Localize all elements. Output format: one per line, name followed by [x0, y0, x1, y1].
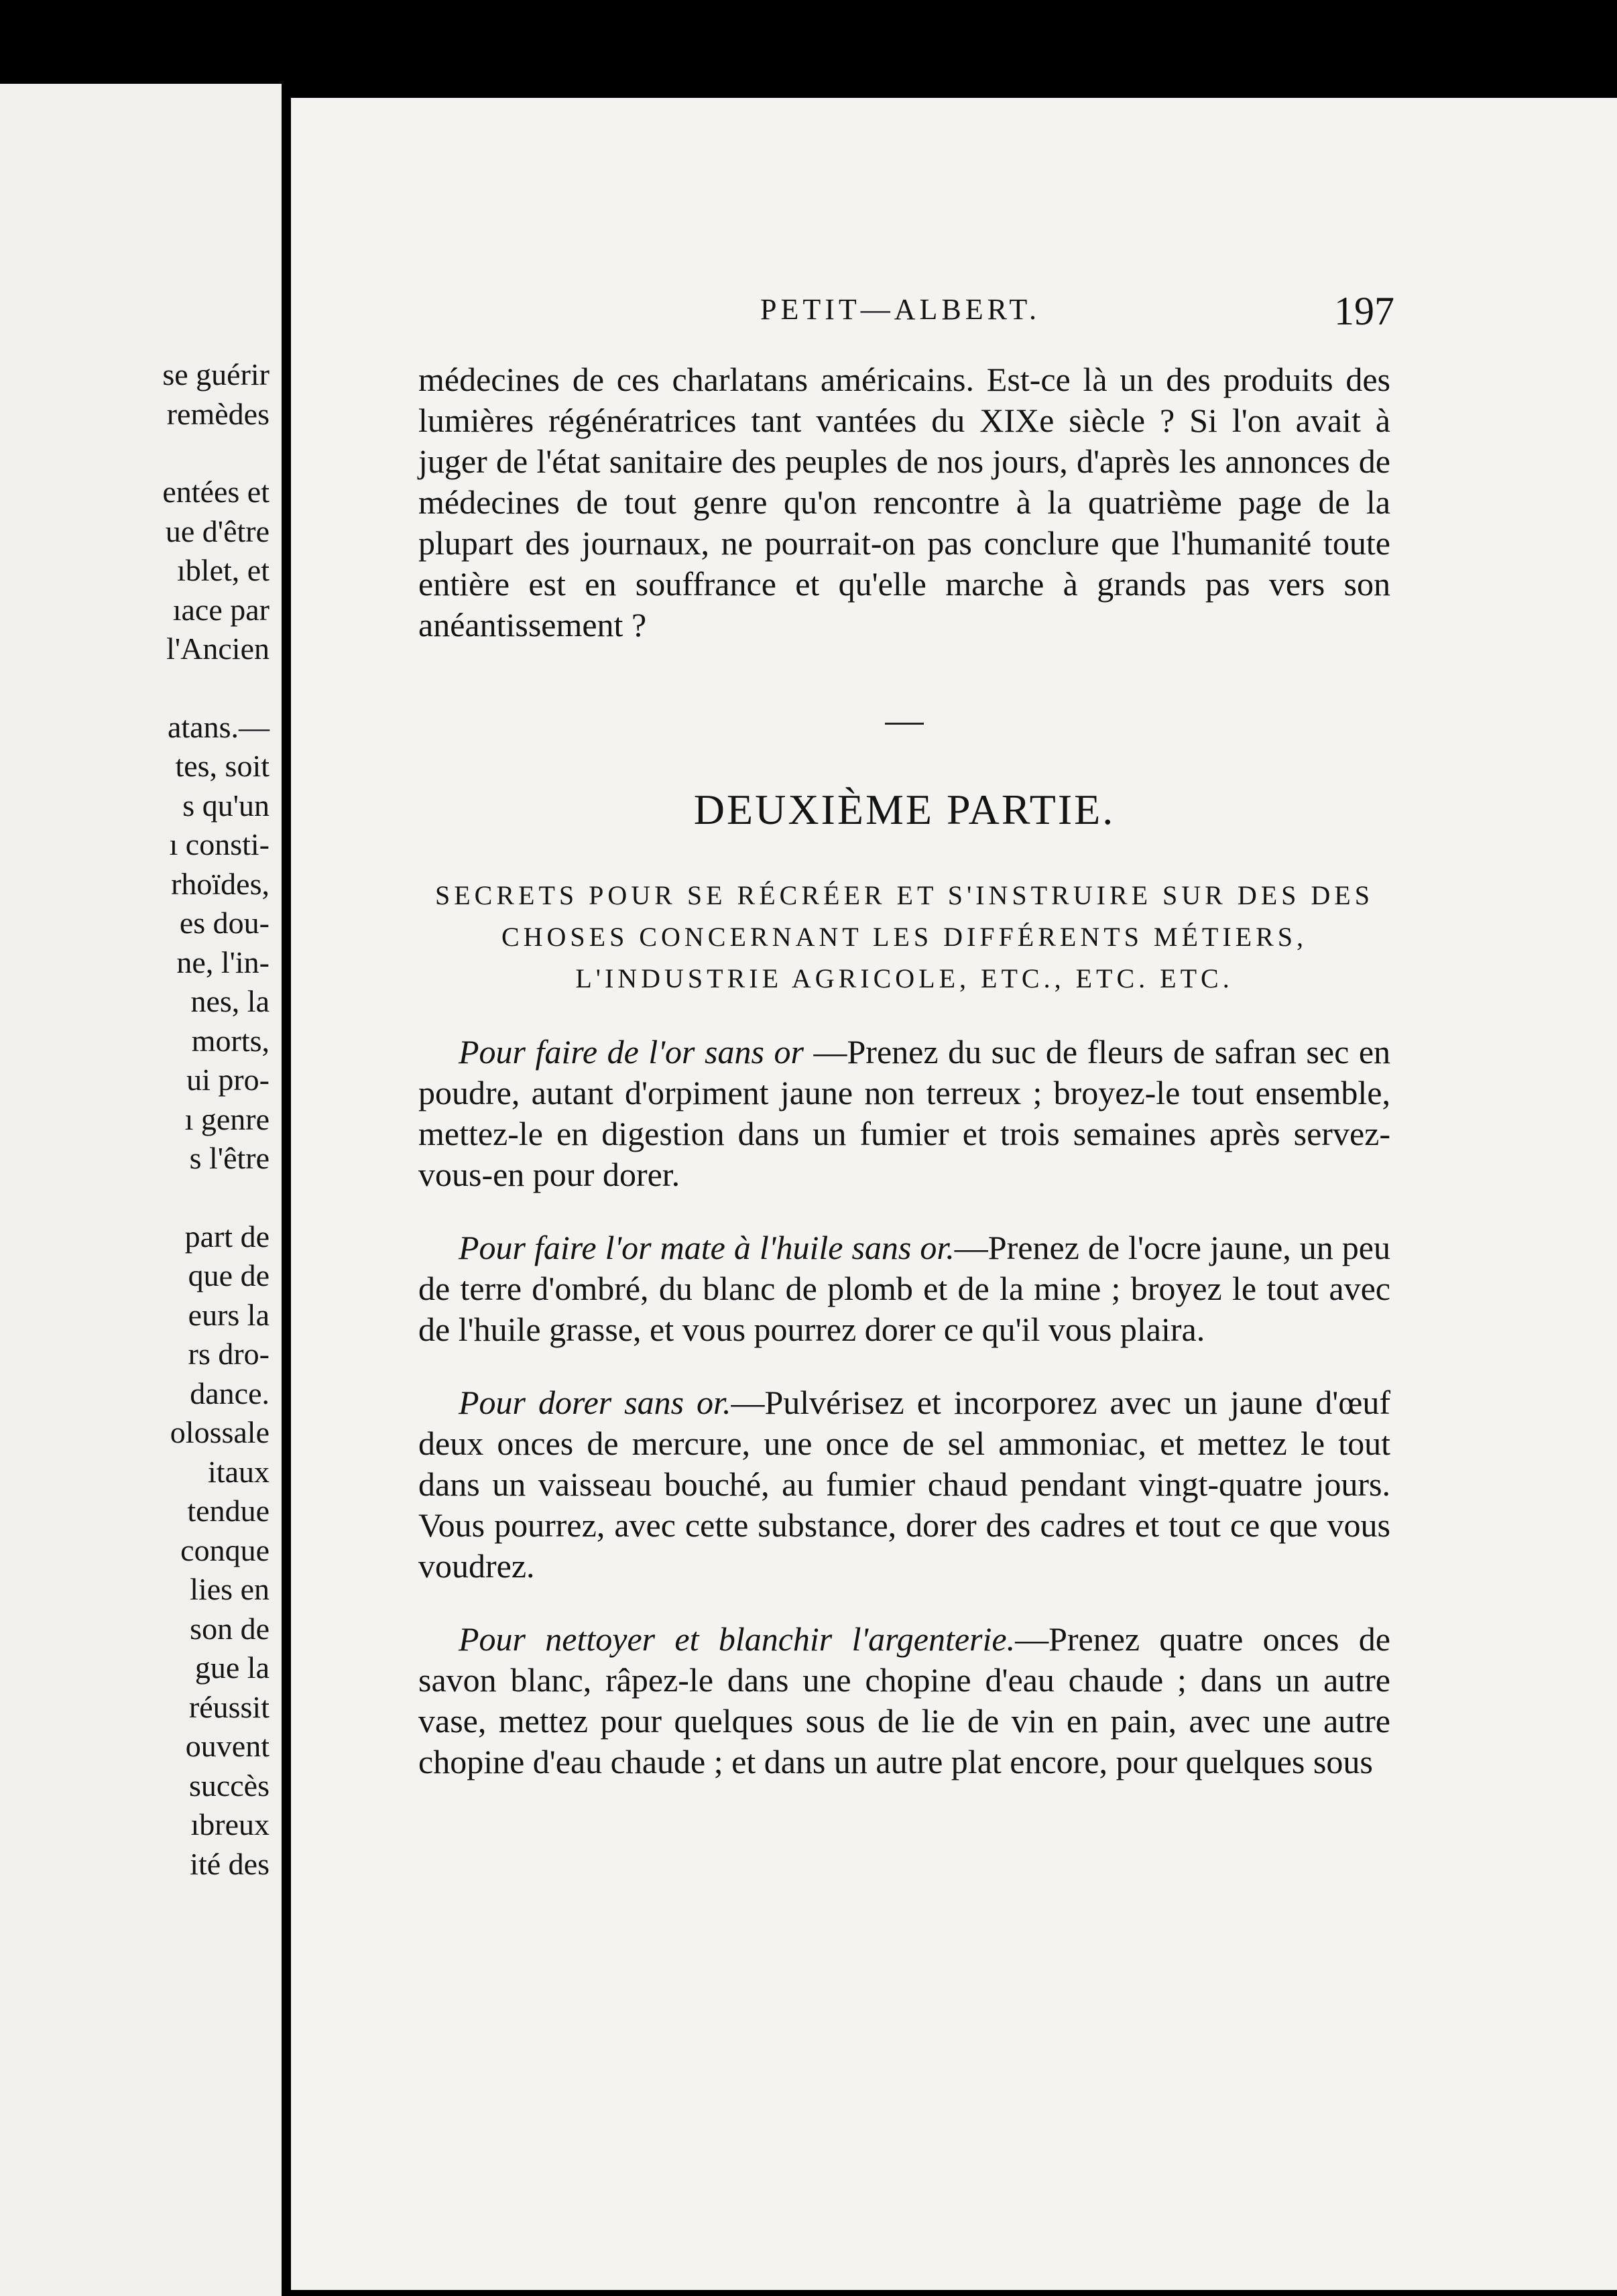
left-page-line: remèdes: [166, 396, 270, 431]
left-page-line: son de: [190, 1611, 270, 1646]
left-page-line: ıace par: [172, 592, 270, 627]
page-number: 197: [1334, 289, 1394, 333]
left-page-line: nes, la: [190, 984, 270, 1018]
left-page-paragraph-gap: [1, 434, 270, 473]
left-page-line: gue la: [194, 1650, 270, 1685]
left-page-line: ui pro-: [186, 1063, 270, 1097]
left-page-line: ouvent: [185, 1729, 270, 1763]
left-page-line: conque: [180, 1532, 270, 1567]
section-divider: [885, 723, 924, 725]
recipe-paragraph: [418, 1619, 1390, 1783]
part-subtitle: SECRETS POUR SE RÉCRÉER ET S'INSTRUIRE SUR DES DES CHOSES CONCERNANT LES DIFFÉRENTS MÉTIERS, L'INDUSTRIE AGRICOLE, ETC., ETC. ETC.: [435, 880, 1374, 993]
recipe-title: Pour dorer sans or.: [459, 1384, 731, 1421]
recipe-title: Pour faire de l'or sans or: [459, 1033, 804, 1071]
left-page-line: rs dro-: [188, 1337, 270, 1371]
left-page-line: que de: [188, 1258, 270, 1292]
left-page-line: ne, l'in-: [176, 945, 270, 979]
left-page-line: s l'être: [189, 1141, 270, 1175]
recipe-title: Pour nettoyer et blanchir l'argenterie.: [459, 1620, 1016, 1658]
recipe-paragraph: [418, 1032, 1390, 1195]
left-page-line: entées et: [162, 475, 270, 509]
left-page-line: dance.: [190, 1376, 270, 1410]
left-page: [0, 84, 282, 2296]
left-page-line: rhoïdes,: [171, 866, 270, 901]
recipe-title: Pour faire l'or mate à l'huile sans or.: [459, 1229, 955, 1266]
left-page-line: ı genre: [184, 1101, 270, 1136]
recipe-text: —Prenez quatre onces de savon blanc, râpez-le dans une chopine d'eau chaude ; dans un autre vase, mettez pour quelques sous de lie de vin en pain, avec une autre chopine d'eau chaude ; et dans un autre plat encore, pour quelques sous: [418, 1620, 1390, 1780]
left-page-line: morts,: [191, 1023, 270, 1058]
left-page-line: ue d'être: [165, 513, 270, 548]
running-title: PETIT—ALBERT.: [760, 293, 1040, 326]
opening-paragraph: médecines de ces charlatans américains. Est-ce là un des produits des lumières régénératrices tant vantées du XIXe siècle ? Si l'on avait à juger de l'état sanitaire des peuples de nos jours, d'après les annonces de médecines de tout genre qu'on rencontre à la quatrième page de la plupart des journaux, ne pourrait-on pas conclure que l'humanité toute entière est en souffrance et qu'elle marche à grands pas vers son anéantissement ?: [418, 361, 1390, 644]
left-page-line: lies en: [190, 1572, 270, 1606]
left-page-line: atans.—: [167, 709, 270, 744]
page-content: [418, 289, 1394, 1783]
left-page-line: part de: [184, 1219, 270, 1254]
left-page-paragraph-gap: [1, 669, 270, 708]
left-page-text-column: [1, 355, 270, 1884]
left-page-line: tes, soit: [175, 749, 270, 783]
left-page-line: es dou-: [179, 906, 270, 940]
recipe-paragraph: [418, 1227, 1390, 1350]
right-page: [291, 98, 1617, 2290]
left-page-line: s qu'un: [182, 788, 270, 823]
recipe-paragraph: [418, 1382, 1390, 1587]
left-page-line: succès: [188, 1768, 270, 1803]
left-page-line: itaux: [208, 1454, 270, 1489]
recipe-text: —Pulvérisez et incorporez avec un jaune d'œuf deux onces de mercure, une once de sel ammoniac, et mettez le tout dans un vaisseau bouché, au fumier chaud pendant vingt-quatre jours. Vous pourrez, avec cette substance, dorer des cadres et tout ce que vous voudrez.: [418, 1384, 1390, 1585]
left-page-line: réussit: [188, 1689, 270, 1724]
left-page-line: eurs la: [188, 1297, 270, 1332]
recipe-text: —Prenez du suc de fleurs de safran sec en poudre, autant d'orpiment jaune non terreux ; broyez-le tout ensemble, mettez-le en digestion dans un fumier et trois semaines après servez-vous-en pour dorer.: [418, 1033, 1391, 1193]
part-title: DEUXIÈME PARTIE.: [693, 786, 1116, 833]
recipe-text: —Prenez de l'ocre jaune, un peu de terre d'ombré, du blanc de plomb et de la mine ; broyez le tout avec de l'huile grasse, et vous pourrez dorer ce qu'il vous plaira.: [418, 1229, 1390, 1348]
left-page-line: olossale: [170, 1415, 270, 1449]
left-page-line: ıblet, et: [177, 553, 270, 587]
left-page-line: ıbreux: [190, 1807, 270, 1841]
left-page-paragraph-gap: [1, 1179, 270, 1217]
page-header: [418, 289, 1394, 359]
left-page-line: tendue: [187, 1494, 270, 1528]
left-page-line: l'Ancien: [166, 631, 270, 666]
left-page-line: ı consti-: [169, 827, 270, 861]
left-page-line: se guérir: [162, 357, 270, 391]
left-page-line: ité des: [190, 1846, 270, 1881]
